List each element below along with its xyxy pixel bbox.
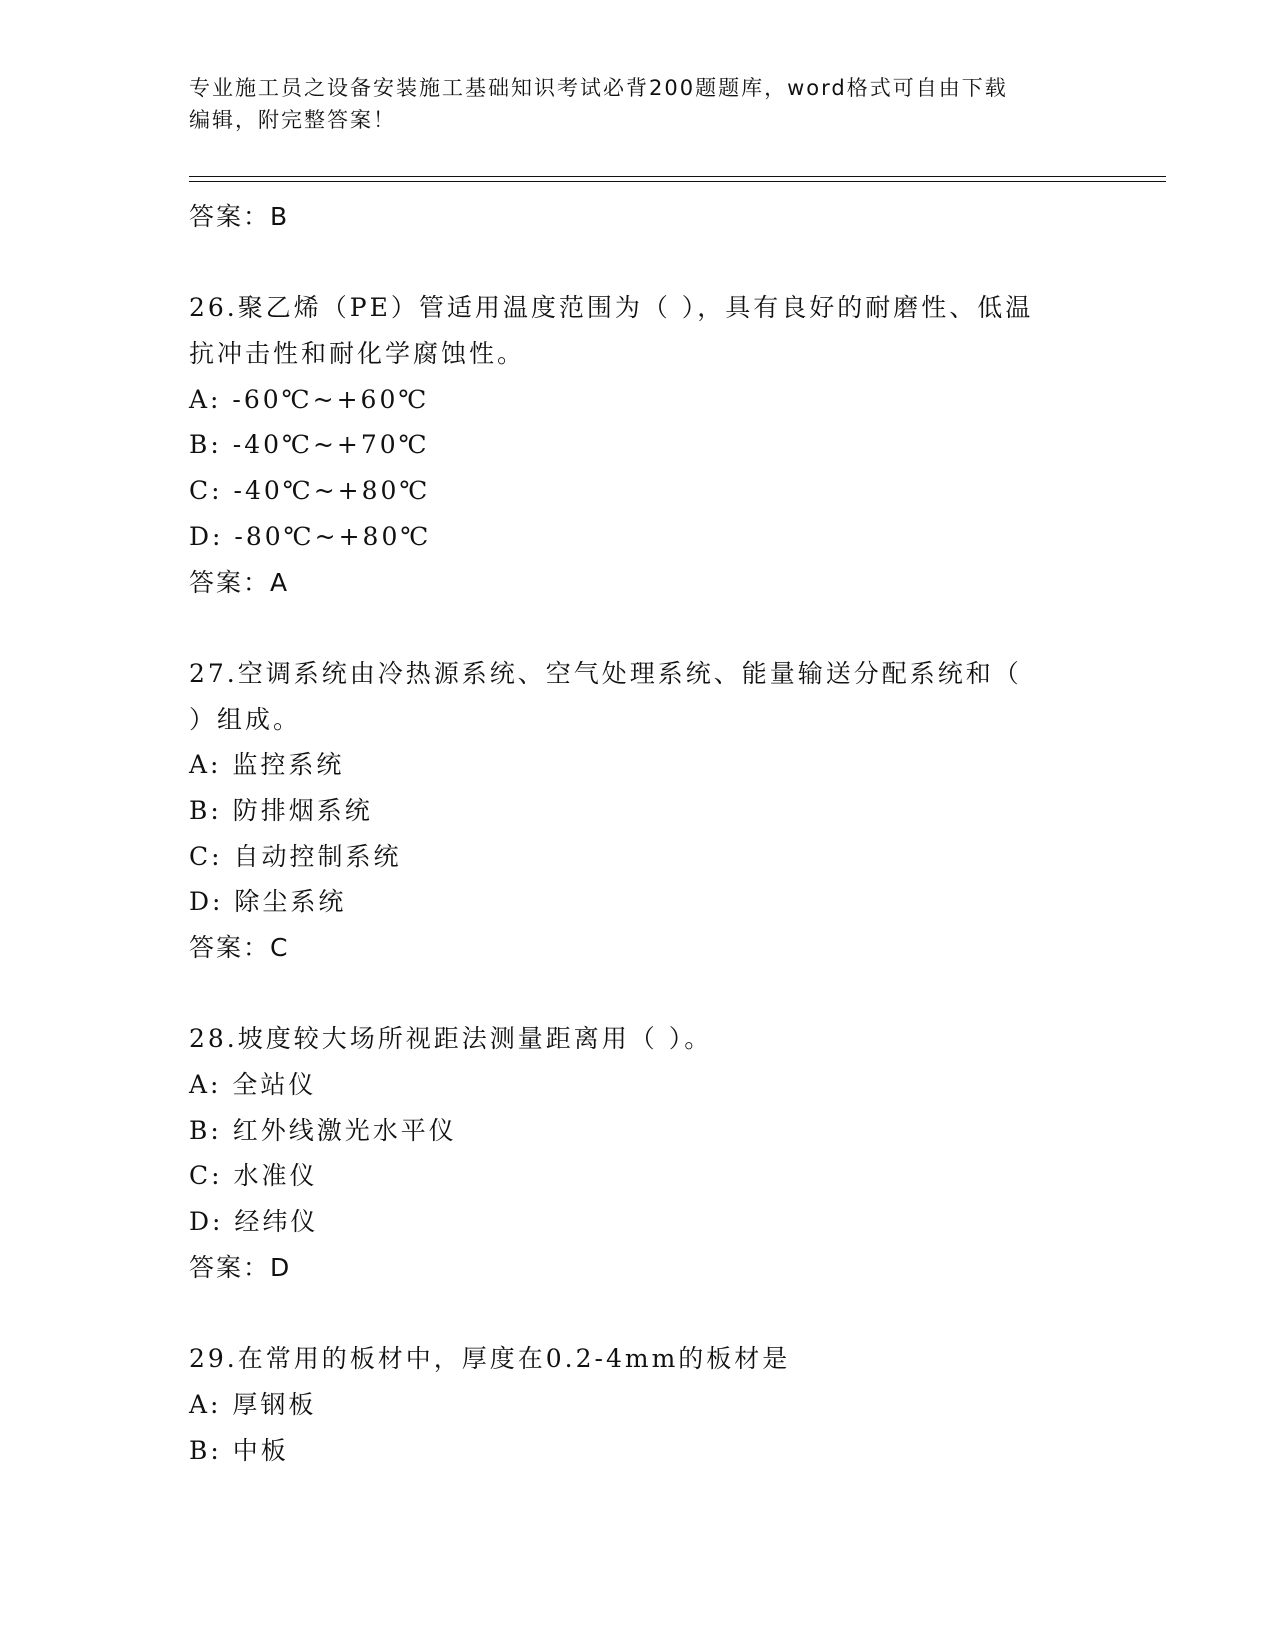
question-28 [189,1016,1089,1290]
question-27 [189,651,1089,971]
option-a: A: 厚钢板 [189,1389,317,1419]
option-b: B: 红外线激光水平仪 [189,1115,457,1145]
spacer [189,971,1089,1017]
answer: 答案：A [189,567,290,597]
header-line-2: 编辑，附完整答案！ [189,108,396,132]
question-stem-continued: 抗冲击性和耐化学腐蚀性。 [189,339,526,369]
option-c: C: 自动控制系统 [189,841,402,871]
question-26 [189,285,1089,605]
spacer [189,1291,1089,1337]
question-stem: 29.在常用的板材中，厚度在0.2-4mm的板材是 [189,1344,791,1374]
document-header [189,72,1089,136]
option-a: A: 全站仪 [189,1070,317,1100]
question-29 [189,1336,1089,1473]
spacer [189,605,1089,651]
option-c: C: -40℃~+80℃ [189,476,431,506]
option-c: C: 水准仪 [189,1161,318,1191]
answer: 答案：C [189,933,290,962]
option-b: B: 中板 [189,1435,289,1465]
option-d: D: -80℃~+80℃ [189,521,432,551]
option-b: B: 防排烟系统 [189,795,373,825]
spacer [189,240,1089,286]
header-line-1: 专业施工员之设备安装施工基础知识考试必背200题题库，word格式可自由下载 [189,76,1008,100]
option-a: A: 监控系统 [189,750,345,780]
question-list [189,194,1089,1473]
option-a: A: -60℃~+60℃ [189,384,430,414]
question-stem-continued: ）组成。 [189,704,302,734]
header-divider-top [189,176,1166,177]
option-d: D: 经纬仪 [189,1207,319,1237]
question-stem: 27.空调系统由冷热源系统、空气处理系统、能量输送分配系统和（ [189,658,1022,688]
question-stem: 26.聚乙烯（PE）管适用温度范围为（ ），具有良好的耐磨性、低温 [189,293,1034,323]
option-d: D: 除尘系统 [189,887,347,917]
previous-answer: 答案：B [189,202,290,231]
option-b: B: -40℃~+70℃ [189,430,430,460]
header-divider-bottom [189,181,1166,182]
answer: 答案：D [189,1252,292,1282]
question-stem: 28.坡度较大场所视距法测量距离用（ ）。 [189,1024,713,1054]
